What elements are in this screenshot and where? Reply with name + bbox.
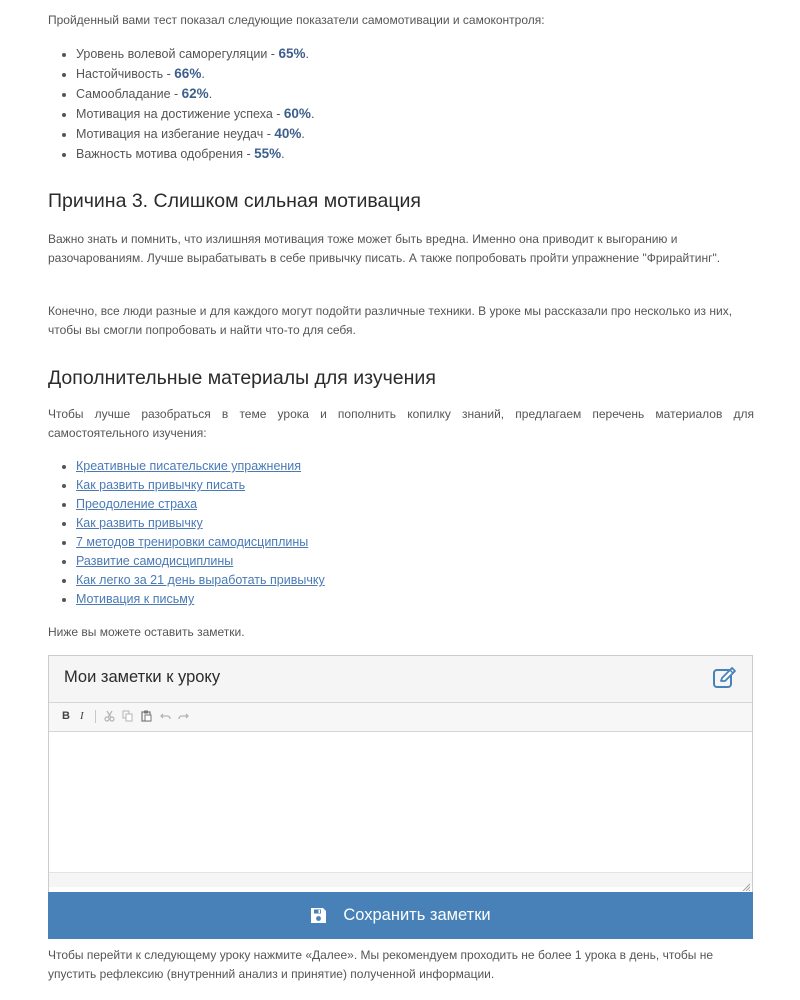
list-item: • Мотивация на достижение успеха - 60%. [76, 104, 314, 124]
material-link[interactable]: Развитие самодисциплины [76, 554, 234, 568]
cut-icon[interactable] [104, 710, 115, 725]
metric-value: 55% [254, 146, 282, 161]
copy-icon[interactable] [122, 710, 133, 725]
metric-value: 65% [278, 46, 306, 61]
materials-links-list [58, 457, 325, 609]
list-item [76, 571, 325, 590]
extra-materials-intro: Чтобы лучше разобраться в теме урока и пополнить копилку знаний, предлагаем перечень материалов для самостоятельного изучения: [48, 407, 754, 440]
notes-editor-title: Мои заметки к уроку [64, 668, 221, 686]
paste-icon[interactable] [141, 710, 152, 725]
edit-icon[interactable] [712, 666, 738, 690]
list-item [76, 552, 325, 571]
material-link[interactable]: Как развить привычку [76, 516, 203, 530]
list-item [76, 590, 325, 609]
material-link[interactable]: Мотивация к письму [76, 592, 195, 606]
resize-handle-icon[interactable] [742, 878, 750, 886]
list-item: • Уровень волевой саморегуляции - 65%. [76, 44, 314, 64]
list-item: • Самообладание - 62%. [76, 84, 314, 104]
save-notes-label: Сохранить заметки [343, 906, 491, 924]
list-item [76, 476, 325, 495]
material-link[interactable]: Как развить привычку писать [76, 478, 246, 492]
list-item: • Настойчивость - 66%. [76, 64, 314, 84]
save-notes-button[interactable] [48, 892, 753, 939]
notes-hint: Ниже вы можете оставить заметки. [48, 625, 245, 639]
metric-value: 60% [283, 106, 311, 121]
reason-3-heading: Причина 3. Слишком сильная мотивация [48, 190, 421, 212]
editor-statusbar [49, 873, 752, 887]
metrics-list [58, 44, 314, 164]
metric-value: 66% [174, 66, 202, 81]
list-item: • Важность мотива одобрения - 55%. [76, 144, 314, 164]
list-item: • Мотивация на избегание неудач - 40%. [76, 124, 314, 144]
editor-toolbar [49, 703, 752, 732]
notes-editor-header [49, 656, 752, 703]
list-item [76, 514, 325, 533]
material-link[interactable]: Креативные писательские упражнения [76, 459, 302, 473]
metric-value: 40% [274, 126, 302, 141]
italic-button[interactable]: I [80, 710, 84, 722]
redo-icon[interactable] [178, 710, 189, 725]
test-results-intro: Пройденный вами тест показал следующие показатели самомотивации и самоконтроля: [48, 13, 545, 27]
techniques-paragraph: Конечно, все люди разные и для каждого могут подойти различные техники. В уроке мы рассказали про несколько из них, чтобы вы смогли попробовать и найти что-то для себя. [48, 304, 733, 337]
material-link[interactable]: Как легко за 21 день выработать привычку [76, 573, 325, 587]
bold-button[interactable]: B [62, 710, 70, 722]
floppy-disk-icon [310, 907, 327, 924]
metric-value: 62% [181, 86, 209, 101]
list-item [76, 533, 325, 552]
reason-3-paragraph: Важно знать и помнить, что излишняя мотивация тоже может быть вредна. Именно она приводит к выгоранию и разочарованиям. Лучше вырабатывать в себе привычку писать. А также попробовать пройти упражнение "Фрирайтинг". [48, 232, 721, 265]
extra-materials-heading: Дополнительные материалы для изучения [48, 367, 436, 389]
undo-icon[interactable] [160, 710, 171, 725]
list-item [76, 495, 325, 514]
material-link[interactable]: 7 методов тренировки самодисциплины [76, 535, 309, 549]
list-item [76, 457, 325, 476]
toolbar-divider [95, 710, 96, 723]
material-link[interactable]: Преодоление страха [76, 497, 198, 511]
notes-textarea[interactable] [49, 732, 752, 873]
next-lesson-hint: Чтобы перейти к следующему уроку нажмите «Далее». Мы рекомендуем проходить не более 1 урока в день, чтобы не упустить рефлексию (внутренний анализ и принятие) полученной информации. [48, 948, 714, 981]
